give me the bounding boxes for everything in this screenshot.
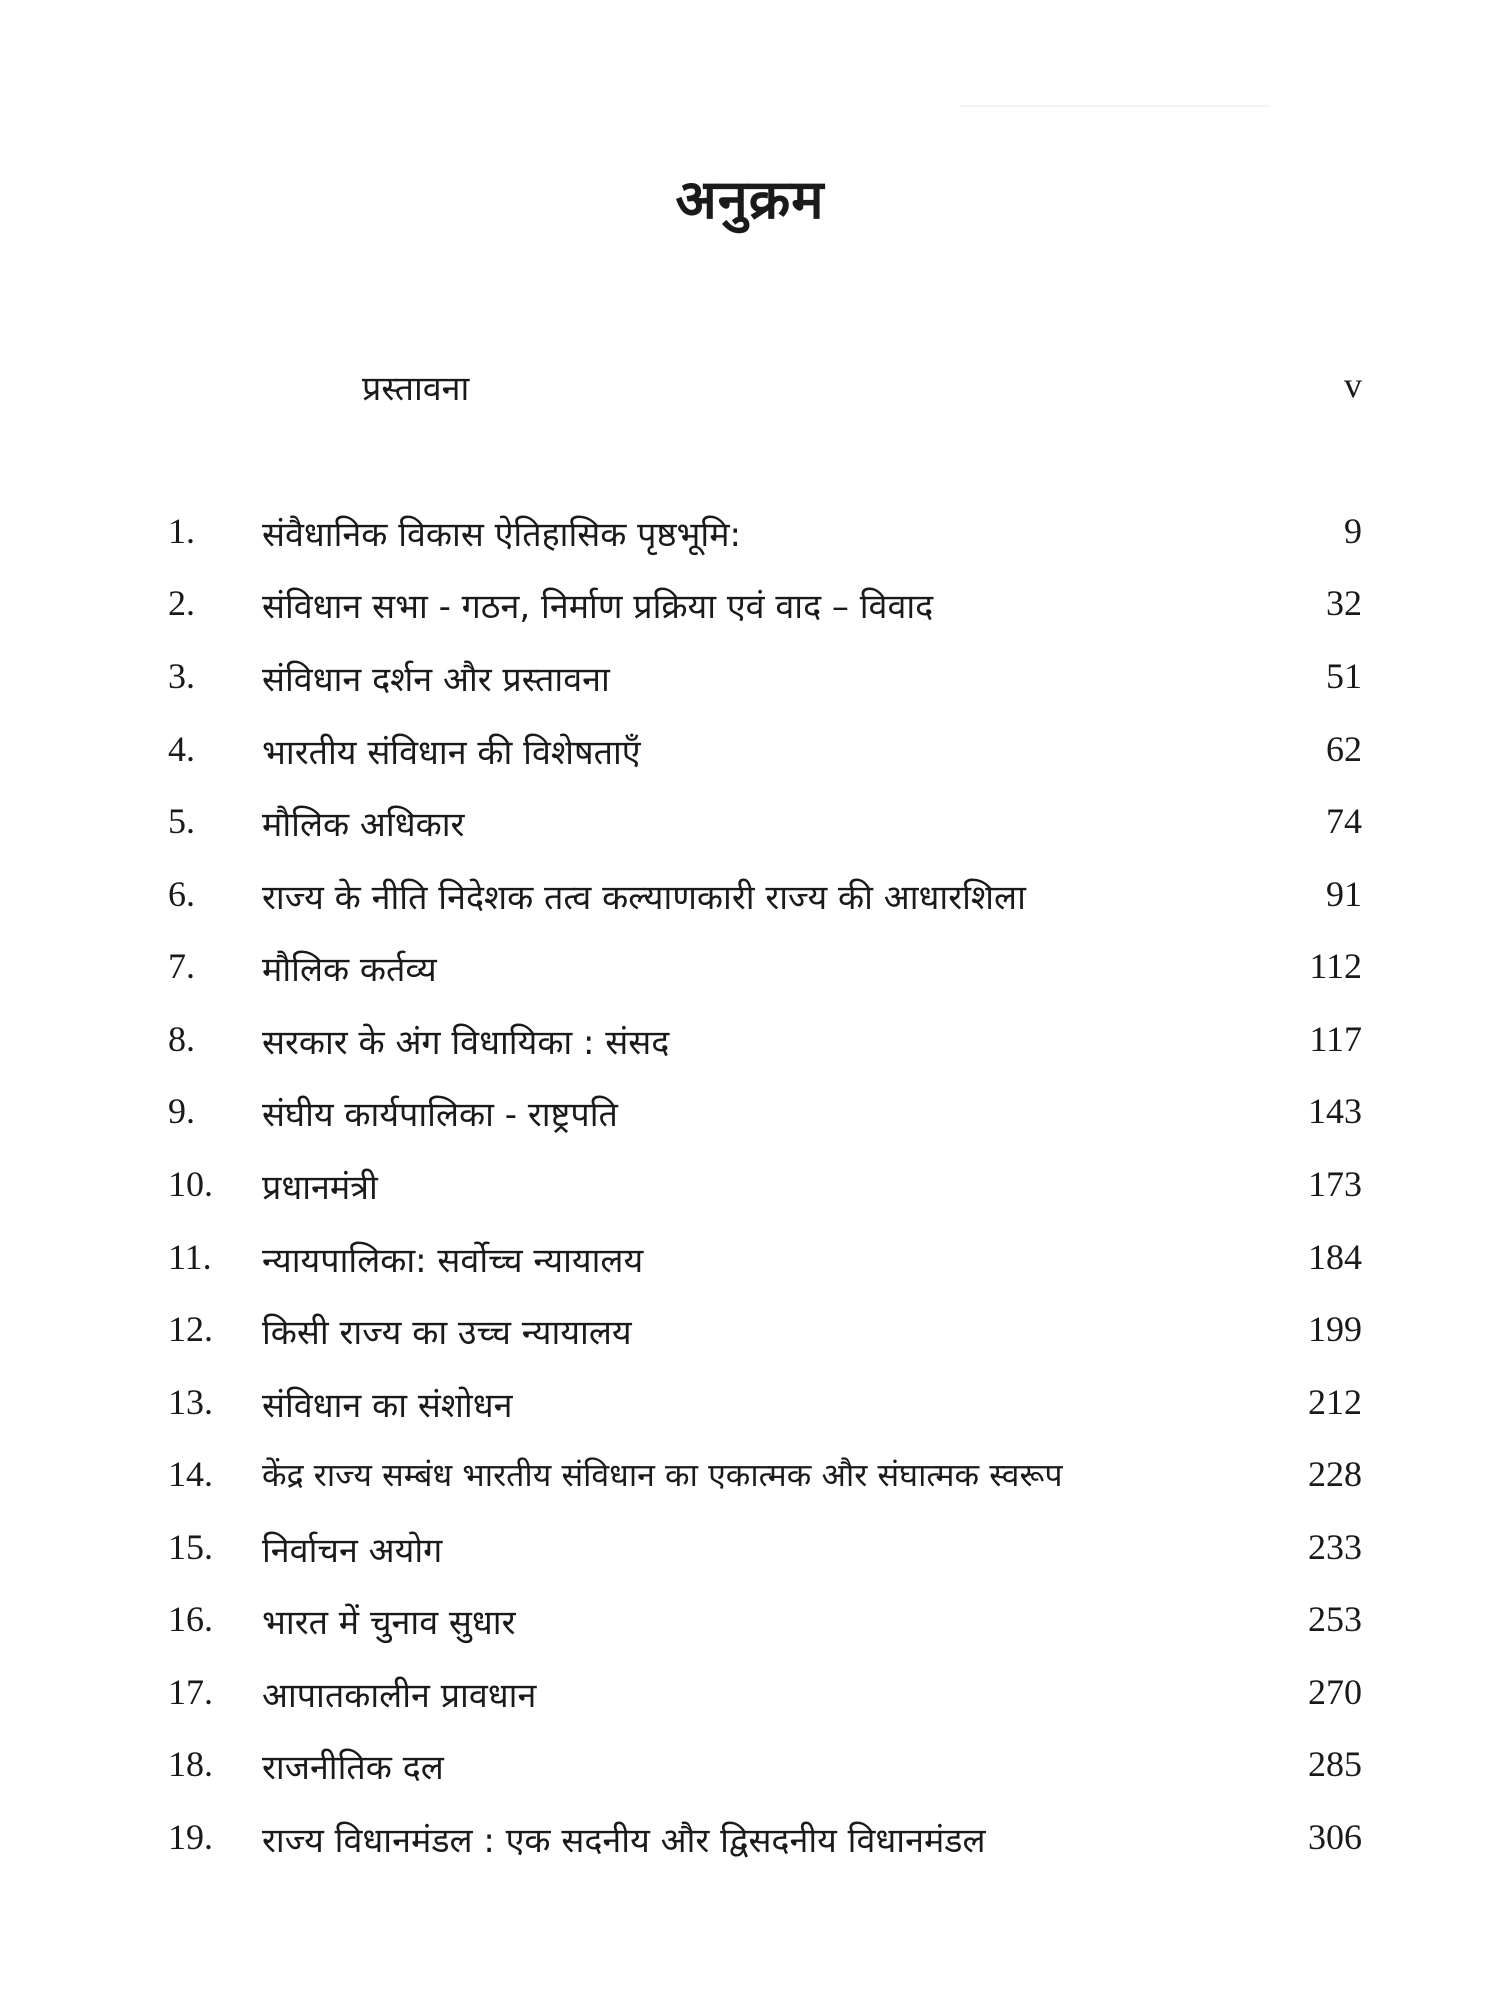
toc-entry-title: न्यायपालिका: सर्वोच्च न्यायालय	[262, 1241, 644, 1281]
toc-entry-number: 9.	[168, 1091, 195, 1131]
toc-preface-row	[0, 364, 1500, 424]
toc-entry	[0, 1671, 1500, 1731]
toc-entry-page: 253	[1308, 1599, 1362, 1639]
toc-entry-number: 19.	[168, 1817, 213, 1857]
toc-entry-page: 212	[1308, 1382, 1362, 1422]
toc-entry-title: भारतीय संविधान की विशेषताएँ	[262, 733, 641, 773]
toc-entry-title: राजनीतिक दल	[262, 1748, 444, 1788]
toc-entry	[0, 945, 1500, 1005]
toc-entry	[0, 1163, 1500, 1223]
toc-entry	[0, 873, 1500, 933]
toc-entry-title: संविधान दर्शन और प्रस्तावना	[262, 660, 610, 700]
toc-entry-title: मौलिक अधिकार	[262, 805, 465, 845]
toc-entry	[0, 510, 1500, 570]
toc-entry-number: 18.	[168, 1744, 213, 1784]
toc-entry-page: 117	[1309, 1019, 1362, 1059]
toc-entry-page: 62	[1326, 729, 1362, 769]
toc-entry-number: 10.	[168, 1164, 213, 1204]
toc-entry-number: 17.	[168, 1672, 213, 1712]
toc-entry	[0, 1018, 1500, 1078]
toc-entry	[0, 1236, 1500, 1296]
toc-entry-page: 143	[1308, 1091, 1362, 1131]
toc-entry-title: संविधान सभा - गठन, निर्माण प्रक्रिया एवं वाद – विवाद	[262, 587, 934, 627]
toc-entry-number: 12.	[168, 1309, 213, 1349]
toc-preface-label: प्रस्तावना	[362, 369, 470, 409]
toc-entry-number: 15.	[168, 1527, 213, 1567]
toc-entry-number: 14.	[168, 1454, 213, 1494]
toc-entry	[0, 728, 1500, 788]
toc-entry-title: किसी राज्य का उच्च न्यायालय	[262, 1313, 632, 1353]
toc-entry-page: 51	[1326, 656, 1362, 696]
toc-entry	[0, 1090, 1500, 1150]
toc-entry-page: 9	[1344, 511, 1362, 551]
toc-entry-page: 173	[1308, 1164, 1362, 1204]
toc-entry-page: 184	[1308, 1237, 1362, 1277]
toc-entry	[0, 1381, 1500, 1441]
toc-entry-number: 7.	[168, 946, 195, 986]
toc-entry	[0, 1743, 1500, 1803]
toc-entry-title: संवैधानिक विकास ऐतिहासिक पृष्ठभूमि:	[262, 515, 742, 555]
toc-entry-title: केंद्र राज्य सम्बंध भारतीय संविधान का एकात्मक और संघात्मक स्वरूप	[262, 1456, 1063, 1494]
toc-entry-number: 3.	[168, 656, 195, 696]
toc-entry-page: 228	[1308, 1454, 1362, 1494]
bleed-through-mark	[960, 105, 1270, 137]
toc-entry-number: 2.	[168, 583, 195, 623]
toc-entry-title: मौलिक कर्तव्य	[262, 950, 437, 990]
toc-entry-title: आपातकालीन प्रावधान	[262, 1676, 537, 1716]
toc-entry-page: 199	[1308, 1309, 1362, 1349]
toc-entry-title: राज्य विधानमंडल : एक सदनीय और द्विसदनीय विधानमंडल	[262, 1821, 986, 1861]
toc-entry-page: 285	[1308, 1744, 1362, 1784]
toc-entry-number: 5.	[168, 801, 195, 841]
toc-entry-title: भारत में चुनाव सुधार	[262, 1603, 516, 1643]
toc-entry-title: निर्वाचन अयोग	[262, 1531, 443, 1571]
toc-entry	[0, 1308, 1500, 1368]
toc-entry	[0, 1453, 1500, 1513]
toc-entry-title: सरकार के अंग विधायिका : संसद	[262, 1023, 670, 1063]
toc-entry-number: 13.	[168, 1382, 213, 1422]
toc-entry-number: 11.	[168, 1237, 212, 1277]
toc-entry-page: 91	[1326, 874, 1362, 914]
toc-preface-page: v	[1344, 365, 1362, 405]
toc-entry	[0, 655, 1500, 715]
toc-entry-page: 74	[1326, 801, 1362, 841]
toc-entry	[0, 1816, 1500, 1876]
toc-entry-title: संघीय कार्यपालिका - राष्ट्रपति	[262, 1095, 618, 1135]
toc-entry-number: 16.	[168, 1599, 213, 1639]
toc-entry-page: 306	[1308, 1817, 1362, 1857]
toc-entry-page: 112	[1309, 946, 1362, 986]
toc-entry	[0, 582, 1500, 642]
toc-entry-title: राज्य के नीति निदेशक तत्व कल्याणकारी राज्य की आधारशिला	[262, 878, 1026, 918]
toc-entry-title: प्रधानमंत्री	[262, 1168, 378, 1208]
toc-entry-page: 233	[1308, 1527, 1362, 1567]
toc-entry-title: संविधान का संशोधन	[262, 1386, 513, 1426]
toc-entry-page: 32	[1326, 583, 1362, 623]
toc-entry-number: 8.	[168, 1019, 195, 1059]
page-title: अनुक्रम	[675, 168, 825, 231]
toc-entry	[0, 1526, 1500, 1586]
toc-entry-number: 1.	[168, 511, 195, 551]
toc-entry	[0, 800, 1500, 860]
toc-entry-number: 4.	[168, 729, 195, 769]
toc-entry-number: 6.	[168, 874, 195, 914]
toc-entry	[0, 1598, 1500, 1658]
toc-entry-page: 270	[1308, 1672, 1362, 1712]
